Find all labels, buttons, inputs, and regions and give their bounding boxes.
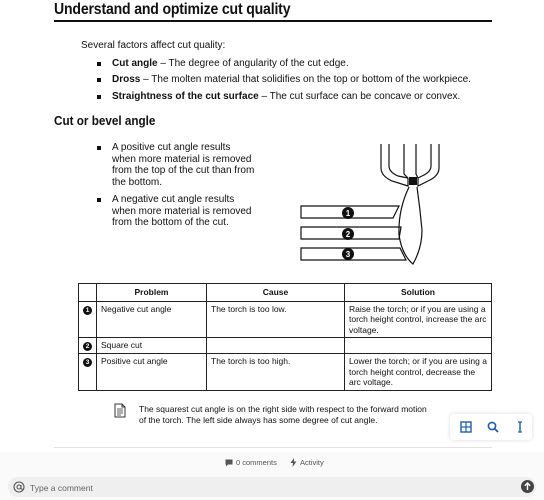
row-number-badge: 3 [83,358,92,367]
activity-link[interactable] [290,458,324,467]
table-cell: Raise the torch; or if you are using a torch height control, increase the arc voltage. [345,301,492,338]
cut-angle-table [78,283,492,391]
search-icon[interactable] [487,421,499,433]
factor-desc: – The molten material that solidifies on the top or bottom of the workpiece. [140,74,471,85]
bullet-icon [97,198,101,202]
note-text: The squarest cut angle is on the right side with respect to the forward motion of the torch. The left side always has some degree of cut angle. [139,404,427,425]
page-title: Understand and optimize cut quality [54,1,291,18]
table-cell: Positive cut angle [97,354,207,391]
comments-link[interactable] [225,458,277,467]
arrow-up-icon [521,480,534,493]
factor-term: Dross [112,74,141,85]
bullet-icon [97,78,101,82]
diagram-label-2: 2 [345,230,351,239]
table-row [79,354,492,391]
comment-icon [225,459,233,467]
table-cell: Lower the torch; or if you are using a torch height control, decrease the arc voltage. [345,354,492,391]
paragraph-positive [112,142,257,188]
table-row [79,301,492,338]
table-cell: The torch is too low. [207,301,345,338]
factor-desc: – The degree of angularity of the cut edge. [157,58,349,69]
table-cell: The torch is too high. [207,354,345,391]
diagram-label-1: 1 [345,209,351,218]
table-header: Solution [345,284,492,302]
bevel-angle-diagram [296,140,446,270]
activity-label: Activity [300,458,324,467]
bullet-icon [97,95,101,99]
mention-icon[interactable] [13,481,25,493]
row-number-badge: 1 [83,306,92,315]
factor-desc: – The cut surface can be concave or convex. [258,91,461,102]
table-header: Cause [207,284,345,302]
comments-count: 0 comments [236,458,277,467]
paragraph-text: A negative cut angle results when more material is removed from the bottom of the cut. [112,194,252,228]
grid-icon[interactable] [460,421,472,433]
intro-text: Several factors affect cut quality: [81,40,226,51]
table-header-num [79,284,97,302]
factor-term: Cut angle [112,58,158,69]
section-title: Cut or bevel angle [54,113,156,128]
bullet-icon [97,146,101,150]
paragraph-negative [112,194,257,229]
lightning-icon [290,458,297,467]
factor-term: Straightness of the cut surface [112,91,259,102]
diagram-label-3: 3 [345,250,351,259]
title-divider [54,20,492,22]
table-cell [345,338,492,354]
paragraph-text: A positive cut angle results when more material is removed from the top of the cut than from the bottom. [112,142,255,188]
page-divider [54,447,492,448]
table-cell: Square cut [97,338,207,354]
text-cursor-icon[interactable] [514,421,526,433]
row-number-badge: 2 [83,342,92,351]
bullet-icon [97,62,101,66]
floating-toolbar [450,414,532,440]
table-row [79,338,492,354]
send-button[interactable] [521,480,534,493]
table-cell: Negative cut angle [97,301,207,338]
nozzle-tip [409,177,417,185]
note-document-icon [114,403,126,418]
comment-placeholder: Type a comment [30,483,93,493]
table-header-row [79,284,492,302]
table-cell [207,338,345,354]
table-header: Problem [97,284,207,302]
